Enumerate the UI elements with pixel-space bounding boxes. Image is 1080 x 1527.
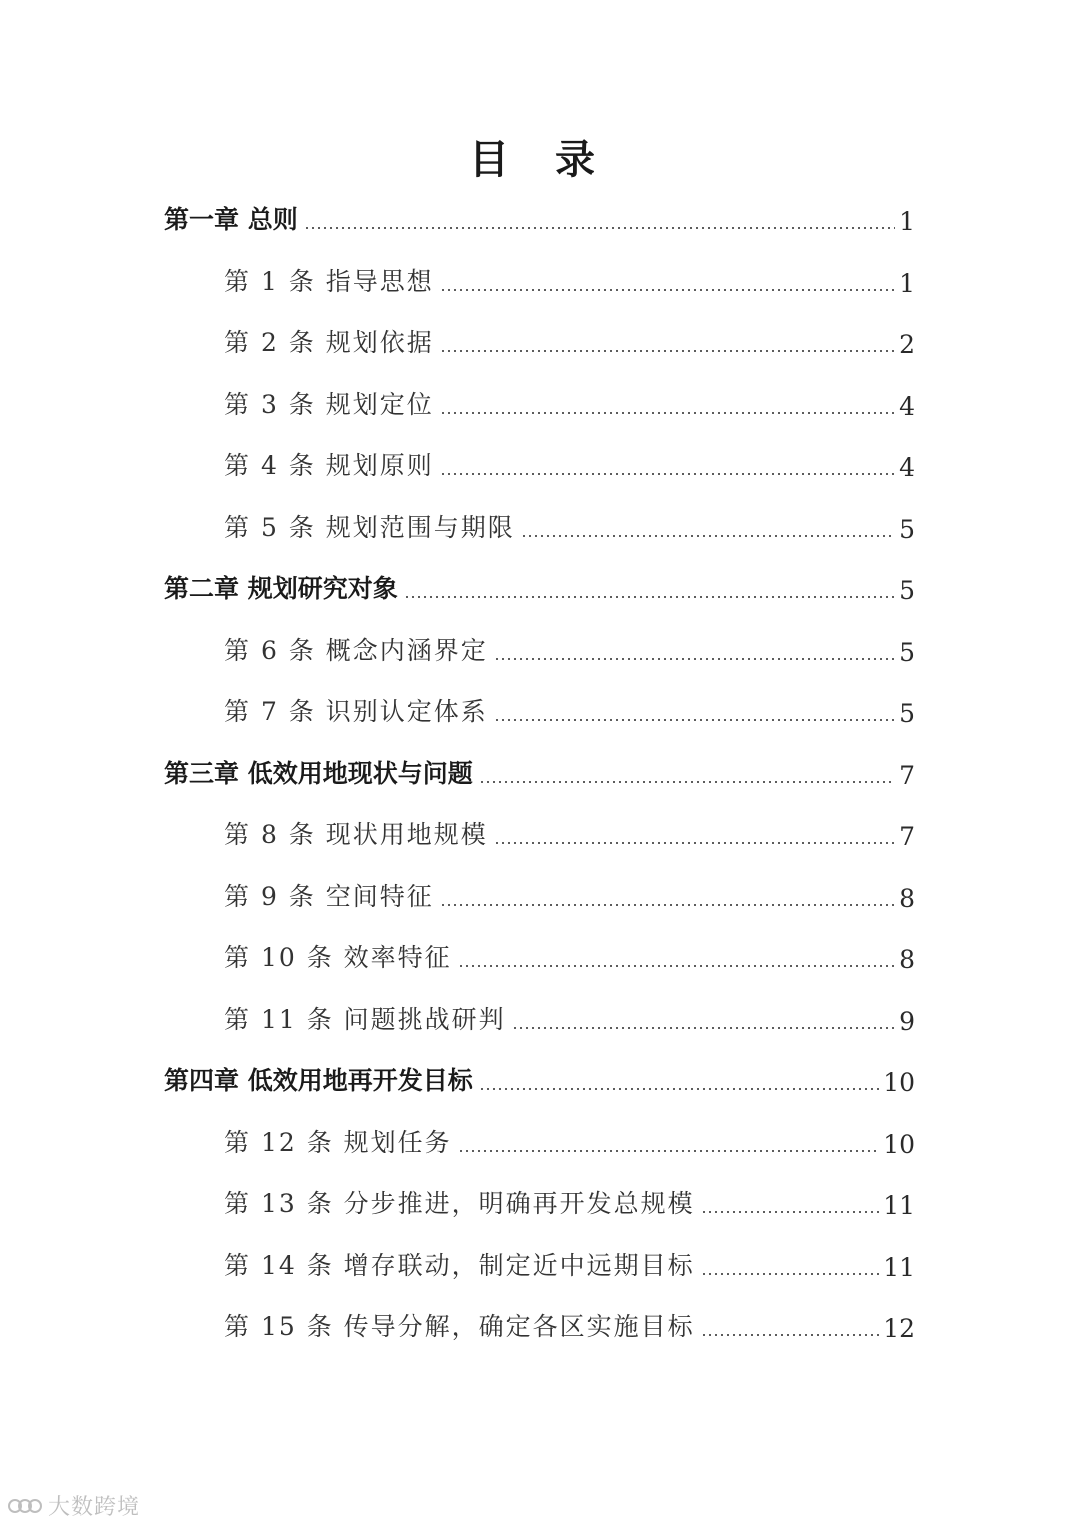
toc-page-number: 8: [899, 883, 915, 913]
toc-article-entry[interactable]: [0, 996, 1080, 1036]
dot-leader: [701, 1273, 880, 1275]
dot-leader: [440, 473, 895, 475]
toc-article-entry[interactable]: [0, 1303, 1080, 1343]
toc-page-number: 2: [899, 330, 915, 359]
toc-article-entry[interactable]: [0, 1119, 1080, 1159]
toc-page-number: 9: [899, 1006, 915, 1036]
brand-logo-icon: [8, 1495, 42, 1517]
toc-article-entry[interactable]: [0, 504, 1080, 544]
toc-entry-label: 第 6 条 概念内涵界定: [224, 635, 488, 665]
toc-page-number: 1: [899, 207, 915, 236]
toc-article-entry[interactable]: [0, 688, 1080, 728]
toc-entry-label: 第 9 条 空间特征: [224, 881, 434, 911]
toc-page-number: 7: [899, 760, 915, 790]
toc-chapter-entry[interactable]: [0, 565, 1080, 605]
toc-entry-label: 第一章 总则: [164, 205, 298, 234]
page-title: 目 录: [469, 137, 611, 183]
toc-article-entry[interactable]: [0, 1180, 1080, 1220]
dot-leader: [458, 965, 895, 967]
toc-entry-label: 第 12 条 规划任务: [224, 1127, 452, 1157]
watermark-text: 大数跨境: [48, 1495, 141, 1520]
toc-page-number: 11: [883, 1252, 915, 1282]
toc-page-number: 5: [899, 576, 915, 605]
toc-entry-label: 第 2 条 规划依据: [224, 328, 434, 357]
toc-page-number: 5: [899, 699, 915, 728]
toc-entry-label: 第 8 条 现状用地规模: [224, 820, 488, 849]
dot-leader: [479, 781, 895, 783]
toc-entry-label: 第 11 条 问题挑战研判: [224, 1004, 506, 1034]
dot-leader: [440, 412, 895, 414]
toc-page-number: 5: [899, 514, 915, 544]
dot-leader: [458, 1150, 880, 1152]
dot-leader: [440, 350, 895, 352]
toc-article-entry[interactable]: [0, 1242, 1080, 1282]
toc-entry-label: 第 15 条 传导分解，确定各区实施目标: [224, 1312, 695, 1341]
toc-chapter-entry[interactable]: [0, 1057, 1080, 1097]
toc-article-entry[interactable]: [0, 319, 1080, 359]
dot-leader: [494, 842, 895, 844]
dot-leader: [440, 904, 895, 906]
toc-entry-label: 第 4 条 规划原则: [224, 451, 434, 480]
toc-page-number: 10: [883, 1068, 915, 1097]
toc-article-entry[interactable]: [0, 381, 1080, 421]
toc-entry-label: 第 3 条 规划定位: [224, 389, 434, 419]
toc-article-entry[interactable]: [0, 873, 1080, 913]
toc-page-number: 11: [883, 1191, 915, 1220]
dot-leader: [304, 227, 895, 229]
toc-entry-label: 第 10 条 效率特征: [224, 943, 452, 972]
toc-page-number: 10: [883, 1129, 915, 1159]
toc-entry-label: 第三章 低效用地现状与问题: [164, 758, 473, 788]
toc-article-entry[interactable]: [0, 934, 1080, 974]
toc-article-entry[interactable]: [0, 811, 1080, 851]
toc-chapter-entry[interactable]: [0, 196, 1080, 236]
toc-entry-label: 第 14 条 增存联动，制定近中远期目标: [224, 1250, 695, 1280]
dot-leader: [404, 596, 895, 598]
toc-entry-label: 第二章 规划研究对象: [164, 574, 398, 603]
dot-leader: [701, 1334, 880, 1336]
dot-leader: [440, 289, 895, 291]
toc-page-number: 1: [899, 268, 915, 298]
toc-entry-label: 第 7 条 识别认定体系: [224, 697, 488, 726]
toc-page-number: 12: [883, 1314, 915, 1343]
watermark: [8, 1490, 140, 1521]
dot-leader: [494, 658, 895, 660]
toc-chapter-entry[interactable]: [0, 750, 1080, 790]
toc-entry-label: 第 1 条 指导思想: [224, 266, 434, 296]
toc-page-number: 7: [899, 822, 915, 851]
toc-article-entry[interactable]: [0, 627, 1080, 667]
toc-entry-label: 第 13 条 分步推进，明确再开发总规模: [224, 1189, 695, 1218]
toc-page-number: 4: [899, 391, 915, 421]
toc-entry-label: 第 5 条 规划范围与期限: [224, 512, 515, 542]
toc-entry-label: 第四章 低效用地再开发目标: [164, 1066, 473, 1095]
toc-page-number: 8: [899, 945, 915, 974]
toc-article-entry[interactable]: [0, 442, 1080, 482]
toc-article-entry[interactable]: [0, 258, 1080, 298]
toc-page-number: 4: [899, 453, 915, 482]
dot-leader: [479, 1088, 879, 1090]
dot-leader: [494, 719, 895, 721]
dot-leader: [521, 535, 895, 537]
toc-page-number: 5: [899, 637, 915, 667]
dot-leader: [512, 1027, 895, 1029]
dot-leader: [701, 1211, 880, 1213]
